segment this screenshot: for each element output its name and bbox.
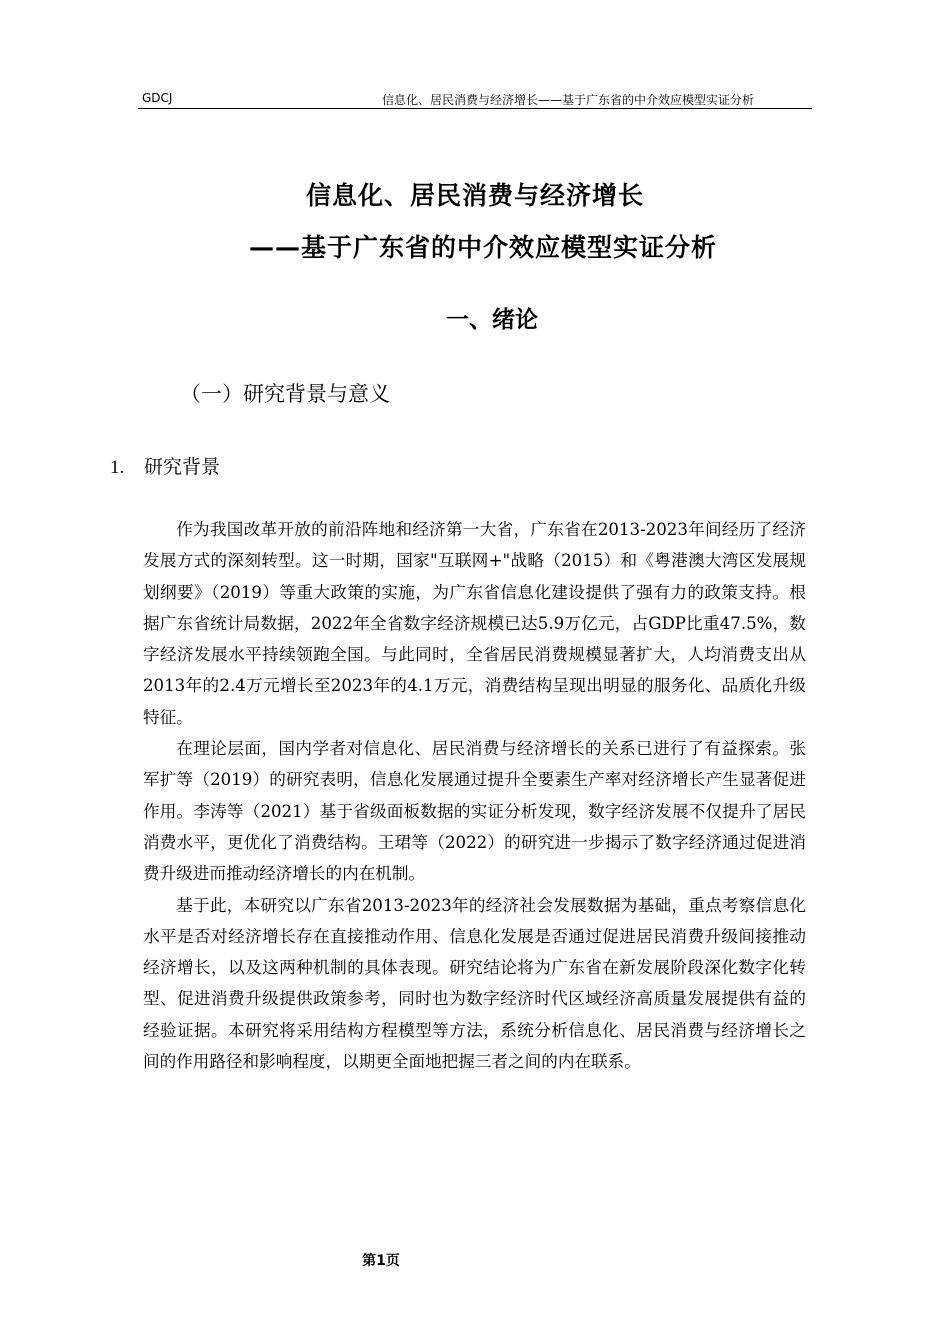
paragraph: 作为我国改革开放的前沿阵地和经济第一大省，广东省在2013-2023年间经历了经济发展方式的深刻转型。这一时期，国家"互联网+"战略（2015）和《粤港澳大湾区发展规划纲要》（2019）等重大政策的实施，为广东省信息化建设提供了强有力的政策支持。根据广东省统计局数据，2022年全省数字经济规模已达5.9万亿元，占GDP比重47.5%，数字经济发展水平持续领跑全国。与此同时，全省居民消费规模显著扩大，人均消费支出从2013年的2.4万元增长至2023年的4.1万元，消费结构呈现出明显的服务化、品质化升级特征。 xyxy=(143,520,806,727)
running-header xyxy=(138,88,812,109)
paragraph: 在理论层面，国内学者对信息化、居民消费与经济增长的关系已进行了有益探索。张军扩等（2019）的研究表明，信息化发展通过提升全要素生产率对经济增长产生显著促进作用。李涛等（2021）基于省级面板数据的实证分析发现，数字经济发展不仅提升了居民消费水平，更优化了消费结构。王珺等（2022）的研究进一步揭示了数字经济通过促进消费升级进而推动经济增长的内在机制。 xyxy=(143,739,806,884)
paper-subtitle: ——基于广东省的中介效应模型实证分析 xyxy=(248,233,717,262)
paper-title: 信息化、居民消费与经济增长 xyxy=(305,181,644,210)
subsubsection-title: 研究背景 xyxy=(144,456,221,478)
subsubsection-number: 1. xyxy=(110,457,125,478)
subsection-heading: （一）研究背景与意义 xyxy=(180,382,390,406)
journal-abbreviation: GDCJ xyxy=(142,91,173,105)
running-title: 信息化、居民消费与经济增长——基于广东省的中介效应模型实证分析 xyxy=(381,93,754,107)
section-heading: 一、绪论 xyxy=(446,307,538,333)
page-number: 第1页 xyxy=(362,1253,400,1269)
body-text xyxy=(143,514,806,1077)
paragraph: 基于此，本研究以广东省2013-2023年的经济社会发展数据为基础，重点考察信息化水平是否对经济增长存在直接推动作用、信息化发展是否通过促进居民消费升级间接推动经济增长，以及这两种机制的具体表现。研究结论将为广东省在新发展阶段深化数字化转型、促进消费升级提供政策参考，同时也为数字经济时代区域经济高质量发展提供有益的经验证据。本研究将采用结构方程模型等方法，系统分析信息化、居民消费与经济增长之间的作用路径和影响程度，以期更全面地把握三者之间的内在联系。 xyxy=(143,895,806,1072)
subsubsection-heading xyxy=(110,452,220,479)
